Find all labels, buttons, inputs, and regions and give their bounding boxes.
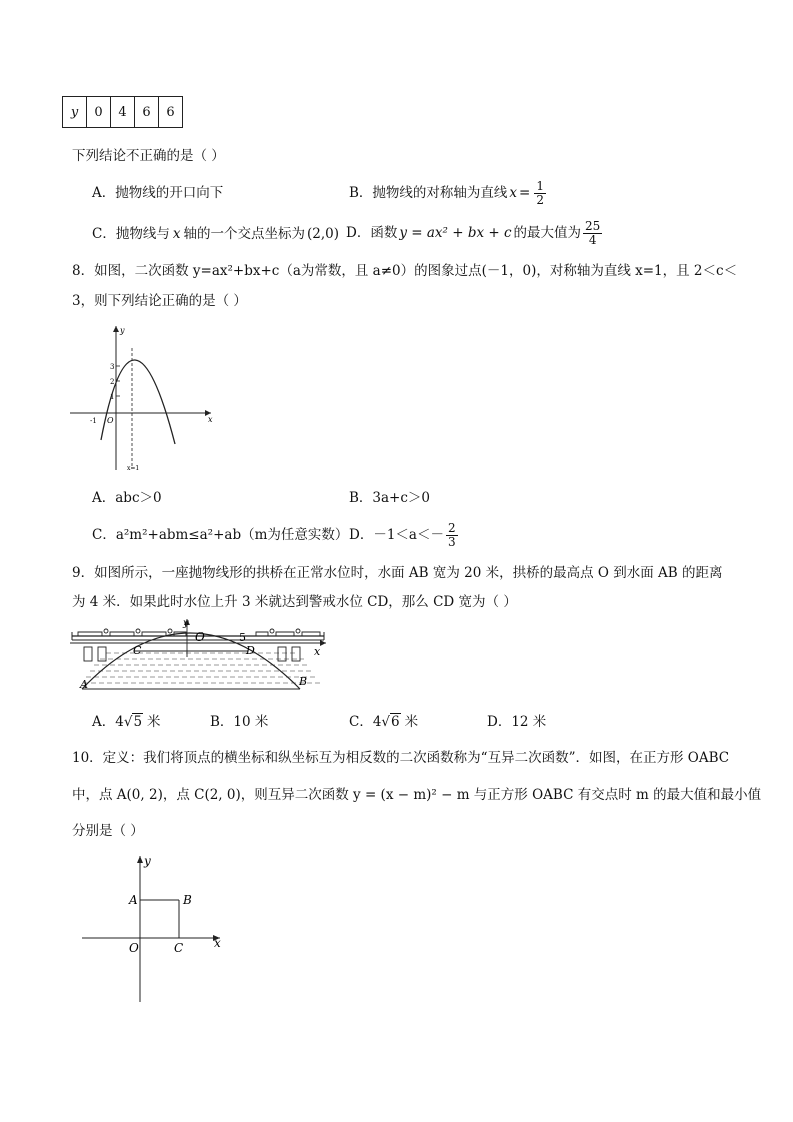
q7-option-d-func: y = ax² + bx + c [399, 225, 512, 241]
point-c-label: C [174, 941, 184, 955]
q7-option-c-text2: 轴的一个交点坐标为 [183, 226, 305, 242]
q10-stem-line3: 分别是（ ） [72, 823, 144, 839]
fraction-numerator: 25 [585, 218, 601, 233]
q9-option-a [92, 713, 161, 731]
table-cell: 0 [87, 97, 111, 128]
y-tick-label-1: 1 [110, 393, 115, 401]
point-d-label: D [246, 644, 255, 657]
table-row [63, 97, 183, 128]
x-axis-label: x [208, 415, 213, 424]
fraction-numerator: 2 [447, 520, 456, 535]
q9-option-c [349, 713, 418, 731]
q10-stem-line2: 中，点 A(0, 2)，点 C(2, 0)，则互异二次函数 y = (x − m)² − m 与正方形 OABC 有交点时 m 的最大值和最小值 [72, 787, 762, 803]
fraction-denominator: 2 [536, 192, 544, 207]
q8-option-d-text: D．－1＜a＜－ [349, 527, 444, 543]
arch-curve [82, 633, 300, 689]
fraction-denominator: 3 [447, 534, 456, 549]
table-cell: 4 [111, 97, 135, 128]
point-b-label: B [183, 893, 192, 907]
q8-option-a: A．abc＞0 [92, 490, 162, 506]
fraction-numerator: 1 [536, 178, 544, 193]
q7-option-d-text: D．函数 [346, 225, 398, 241]
q7-option-b [349, 176, 548, 210]
q9-option-c-text: C．4 [349, 714, 382, 730]
q10-stem-line1: 10．定义：我们将顶点的横坐标和纵坐标互为相反数的二次函数称为“互异二次函数”．如图，在正方形 OABC [72, 750, 730, 766]
point-c-label: C [133, 644, 142, 657]
q8-stem-line1: 8．如图，二次函数 y=ax²+bx+c（a为常数，且 a≠0）的图象过点(－1，0)，对称轴为直线 x=1，且 2＜c＜ [72, 263, 738, 279]
q7-option-a: A．抛物线的开口向下 [92, 185, 224, 201]
value-table [62, 96, 183, 128]
q7-option-b-fraction [534, 180, 546, 207]
q9-bridge-figure [70, 617, 332, 697]
y-axis-label: y [144, 854, 151, 868]
table-cell: 6 [135, 97, 159, 128]
neg-one-label: -1 [90, 417, 97, 425]
q7-option-c-var: x [172, 226, 181, 242]
origin-label: O [107, 416, 114, 425]
point-b-label: B [299, 675, 308, 688]
q9-option-a-text: A．4 [92, 714, 124, 730]
table-header-cell: y [63, 97, 87, 128]
square-root: √6 [381, 714, 400, 730]
x-axis-label: x [314, 645, 321, 658]
symmetry-axis-label: x=1 [127, 465, 140, 472]
equals-sign: = [519, 185, 531, 201]
y-tick-label-2: 2 [110, 378, 115, 386]
q7-option-c-text: C．抛物线与 [92, 226, 170, 242]
radicand: 5 [133, 714, 143, 730]
q7-option-c-point: (2,0) [306, 226, 339, 242]
x-axis-arrow-icon [320, 640, 326, 646]
q8-stem-line2: 3，则下列结论正确的是（ ） [72, 293, 247, 309]
unit-label: 米 [147, 714, 161, 730]
square-root: √5 [123, 714, 143, 730]
y-axis-arrow-icon [113, 326, 119, 332]
q8-option-b: B．3a+c＞0 [349, 490, 431, 506]
q8-parabola-graph [65, 320, 215, 472]
unit-label: 米 [404, 714, 419, 730]
q8-option-c: C．a²m²+abm≤a²+ab（m为任意实数） [92, 527, 349, 543]
y-axis-arrow-icon [137, 856, 143, 863]
y-axis-label: y [120, 326, 125, 335]
q7-option-b-text: B．抛物线的对称轴为直线 [349, 185, 508, 201]
q7-option-c [92, 224, 339, 244]
q7-option-d-fraction [583, 220, 602, 247]
y-tick-label-3: 3 [110, 363, 115, 371]
origin-label: O [129, 941, 139, 955]
q10-square-figure [80, 852, 230, 1004]
q7-option-d-text2: 的最大值为 [513, 225, 582, 241]
y-axis-label: y [183, 618, 189, 629]
q9-option-b: B．10 米 [210, 714, 269, 730]
q8-option-d [349, 518, 460, 552]
q8-option-d-fraction [446, 522, 458, 549]
point-a-label: A [129, 893, 138, 907]
scale-five-label: 5 [239, 631, 246, 644]
table-cell: 6 [159, 97, 183, 128]
q9-stem-line1: 9．如图所示，一座抛物线形的拱桥在正常水位时，水面 AB 宽为 20 米，拱桥的最高点 O 到水面 AB 的距离 [72, 565, 723, 581]
point-a-label: A [80, 678, 88, 691]
x-axis-label: x [214, 936, 221, 950]
q7-option-b-var: x [509, 185, 518, 201]
q7-option-d [346, 216, 604, 250]
radicand: 6 [391, 714, 400, 730]
point-o-label: O [195, 630, 205, 644]
q7-prompt: 下列结论不正确的是（ ） [72, 148, 225, 164]
q9-option-d: D．12 米 [487, 714, 547, 730]
fraction-denominator: 4 [588, 232, 597, 247]
q9-stem-line2: 为 4 米．如果此时水位上升 3 米就达到警戒水位 CD，那么 CD 宽为（ ） [72, 594, 517, 610]
parabola-curve [101, 360, 175, 444]
